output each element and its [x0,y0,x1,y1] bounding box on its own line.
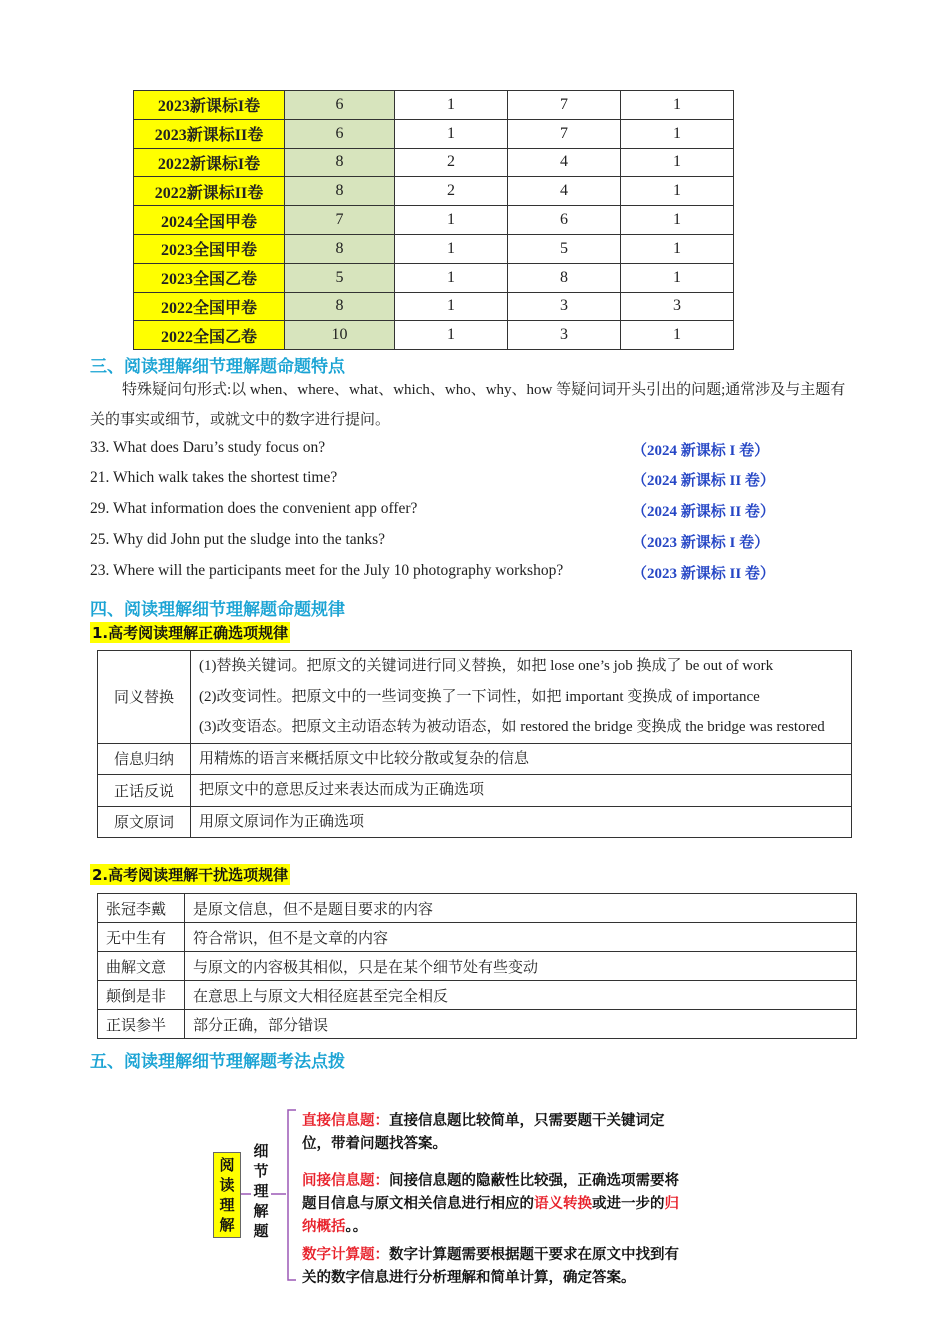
rule-key: 无中生有 [98,923,185,952]
item-highlight: 归纳概括 [302,1196,679,1235]
count-cell: 1 [395,321,508,350]
rule-value: 用原文原词作为正确选项 [191,806,852,838]
rule-value: 与原文的内容极其相似，只是在某个细节处有些变动 [185,952,857,981]
rule-key: 张冠李戴 [98,894,185,923]
count-cell: 1 [621,119,734,148]
table-row [134,119,734,148]
question-4-source: （2023 新课标 I 卷） [632,535,770,551]
table-row [134,206,734,235]
count-cell: 3 [621,292,734,321]
bracket-line [288,1110,296,1280]
count-cell: 8 [508,263,621,292]
rule-line: (3)改变语态。把原文主动语态转为被动语态，如 restored the bridge 变换成 the bridge was restored [199,719,825,735]
exam-label-cell: 2022新课标I卷 [134,148,285,177]
count-cell: 1 [395,263,508,292]
exam-label-cell: 2023全国甲卷 [134,234,285,263]
count-cell: 7 [508,119,621,148]
item-label: 数字计算题： [302,1247,389,1263]
exam-label-cell: 2022全国乙卷 [134,321,285,350]
item-text: 直接信息题比较简单，只需要题干关键词定位，带着问题找答案。 [302,1113,665,1152]
mindmap-item-direct [302,1110,692,1156]
item-label: 间接信息题： [302,1173,389,1189]
correct-option-rules-table [97,650,852,838]
count-cell: 4 [508,148,621,177]
count-cell: 3 [508,321,621,350]
rule-value: 符合常识，但不是文章的内容 [185,923,857,952]
question-2-source: （2024 新课标 II 卷） [632,473,775,489]
section4-sub1: 1.高考阅读理解正确选项规律 [92,624,289,642]
count-cell: 1 [621,206,734,235]
table-row [98,743,852,775]
rule-line: (2)改变词性。把原文中的一些词变换了一下词性，如把 important 变换成 of importance [199,688,760,705]
count-cell: 1 [621,91,734,120]
question-5-source: （2023 新课标 II 卷） [632,566,775,582]
distractor-rules-table [97,893,857,1039]
rule-value: 是原文信息，但不是题目要求的内容 [185,894,857,923]
question-1-source: （2024 新课标 I 卷） [632,443,770,459]
mindmap-item-numeric [302,1244,692,1290]
exam-label-cell: 2023新课标II卷 [134,119,285,148]
question-3-source: （2024 新课标 II 卷） [632,504,775,520]
question-1: 33. What does Daru’s study focus on? [90,439,326,456]
count-cell: 1 [621,321,734,350]
count-cell: 6 [508,206,621,235]
section4-title: 四、阅读理解细节理解题命题规律 [90,600,345,620]
count-cell: 1 [395,206,508,235]
stats-table [133,90,734,350]
section3-intro: 特殊疑问句形式:以 when、where、what、which、who、why、how 等疑问词开头引出的问题;通常涉及与主题有关的事实或细节，或就文中的数字进行提问。 [90,382,846,428]
item-text: 或进一步的 [592,1196,665,1212]
count-cell: 1 [395,119,508,148]
rule-value: 把原文中的意思反过来表达而成为正确选项 [191,775,852,807]
count-cell: 6 [285,119,395,148]
count-cell: 1 [395,292,508,321]
count-cell: 10 [285,321,395,350]
count-cell: 5 [285,263,395,292]
count-cell: 7 [285,206,395,235]
rule-key: 正话反说 [98,775,191,807]
count-cell: 6 [285,91,395,120]
item-highlight: 语义转换 [534,1196,592,1212]
rule-key: 同义替换 [98,651,191,744]
rule-line: (1)替换关键词。把原文的关键词进行同义替换，如把 lose one’s job 换成了 be out of work [199,658,774,674]
section4-sub2: 2.高考阅读理解干扰选项规律 [92,866,289,884]
rule-value: 用精炼的语言来概括原文中比较分散或复杂的信息 [191,743,852,775]
mindmap-branch: 细节理解题 [253,1142,269,1240]
question-2: 21. Which walk takes the shortest time? [90,469,338,486]
exam-label-cell: 2023全国乙卷 [134,263,285,292]
rule-value: 在意思上与原文大相径庭甚至完全相反 [185,981,857,1010]
table-row [98,806,852,838]
table-row [98,923,857,952]
table-row [134,177,734,206]
mindmap-root: 阅读理解 [213,1152,241,1238]
question-5: 23. Where will the participants meet for the July 10 photography workshop? [90,562,564,579]
exam-label-cell: 2023新课标I卷 [134,91,285,120]
table-row [134,263,734,292]
count-cell: 1 [621,148,734,177]
item-text: 间接信息题的隐蔽性比较强，正确选项需要将题目信息与原文相关信息进行相应的 [302,1173,679,1212]
table-row [98,981,857,1010]
count-cell: 4 [508,177,621,206]
exam-label-cell: 2022全国甲卷 [134,292,285,321]
exam-label-cell: 2024全国甲卷 [134,206,285,235]
count-cell: 1 [395,91,508,120]
count-cell: 8 [285,148,395,177]
question-3: 29. What information does the convenient app offer? [90,500,418,517]
count-cell: 7 [508,91,621,120]
table-row [134,321,734,350]
mindmap-item-indirect [302,1170,692,1239]
item-label: 直接信息题： [302,1113,389,1129]
count-cell: 1 [621,234,734,263]
exam-label-cell: 2022新课标II卷 [134,177,285,206]
count-cell: 1 [621,263,734,292]
count-cell: 3 [508,292,621,321]
count-cell: 8 [285,234,395,263]
section5-title: 五、阅读理解细节理解题考法点拨 [90,1052,345,1072]
table-row [98,775,852,807]
rule-value: 部分正确，部分错误 [185,1010,857,1039]
table-row [98,894,857,923]
table-row [134,234,734,263]
item-text: 数字计算题需要根据题干要求在原文中找到有关的数字信息进行分析理解和简单计算，确定答案。 [302,1247,679,1286]
table-row [98,1010,857,1039]
count-cell: 5 [508,234,621,263]
table-row [134,91,734,120]
rule-key: 颠倒是非 [98,981,185,1010]
table-row [134,292,734,321]
count-cell: 1 [621,177,734,206]
question-4: 25. Why did John put the sludge into the tanks? [90,531,386,548]
count-cell: 1 [395,234,508,263]
count-cell: 8 [285,292,395,321]
item-text: 。。 [345,1219,368,1235]
rule-key: 信息归纳 [98,743,191,775]
table-row [98,651,852,744]
rule-key: 原文原词 [98,806,191,838]
rule-key: 曲解文意 [98,952,185,981]
section3-title: 三、阅读理解细节理解题命题特点 [90,357,345,377]
rule-key: 正误参半 [98,1010,185,1039]
rule-value [191,651,852,744]
table-row [98,952,857,981]
count-cell: 8 [285,177,395,206]
count-cell: 2 [395,148,508,177]
count-cell: 2 [395,177,508,206]
table-row [134,148,734,177]
